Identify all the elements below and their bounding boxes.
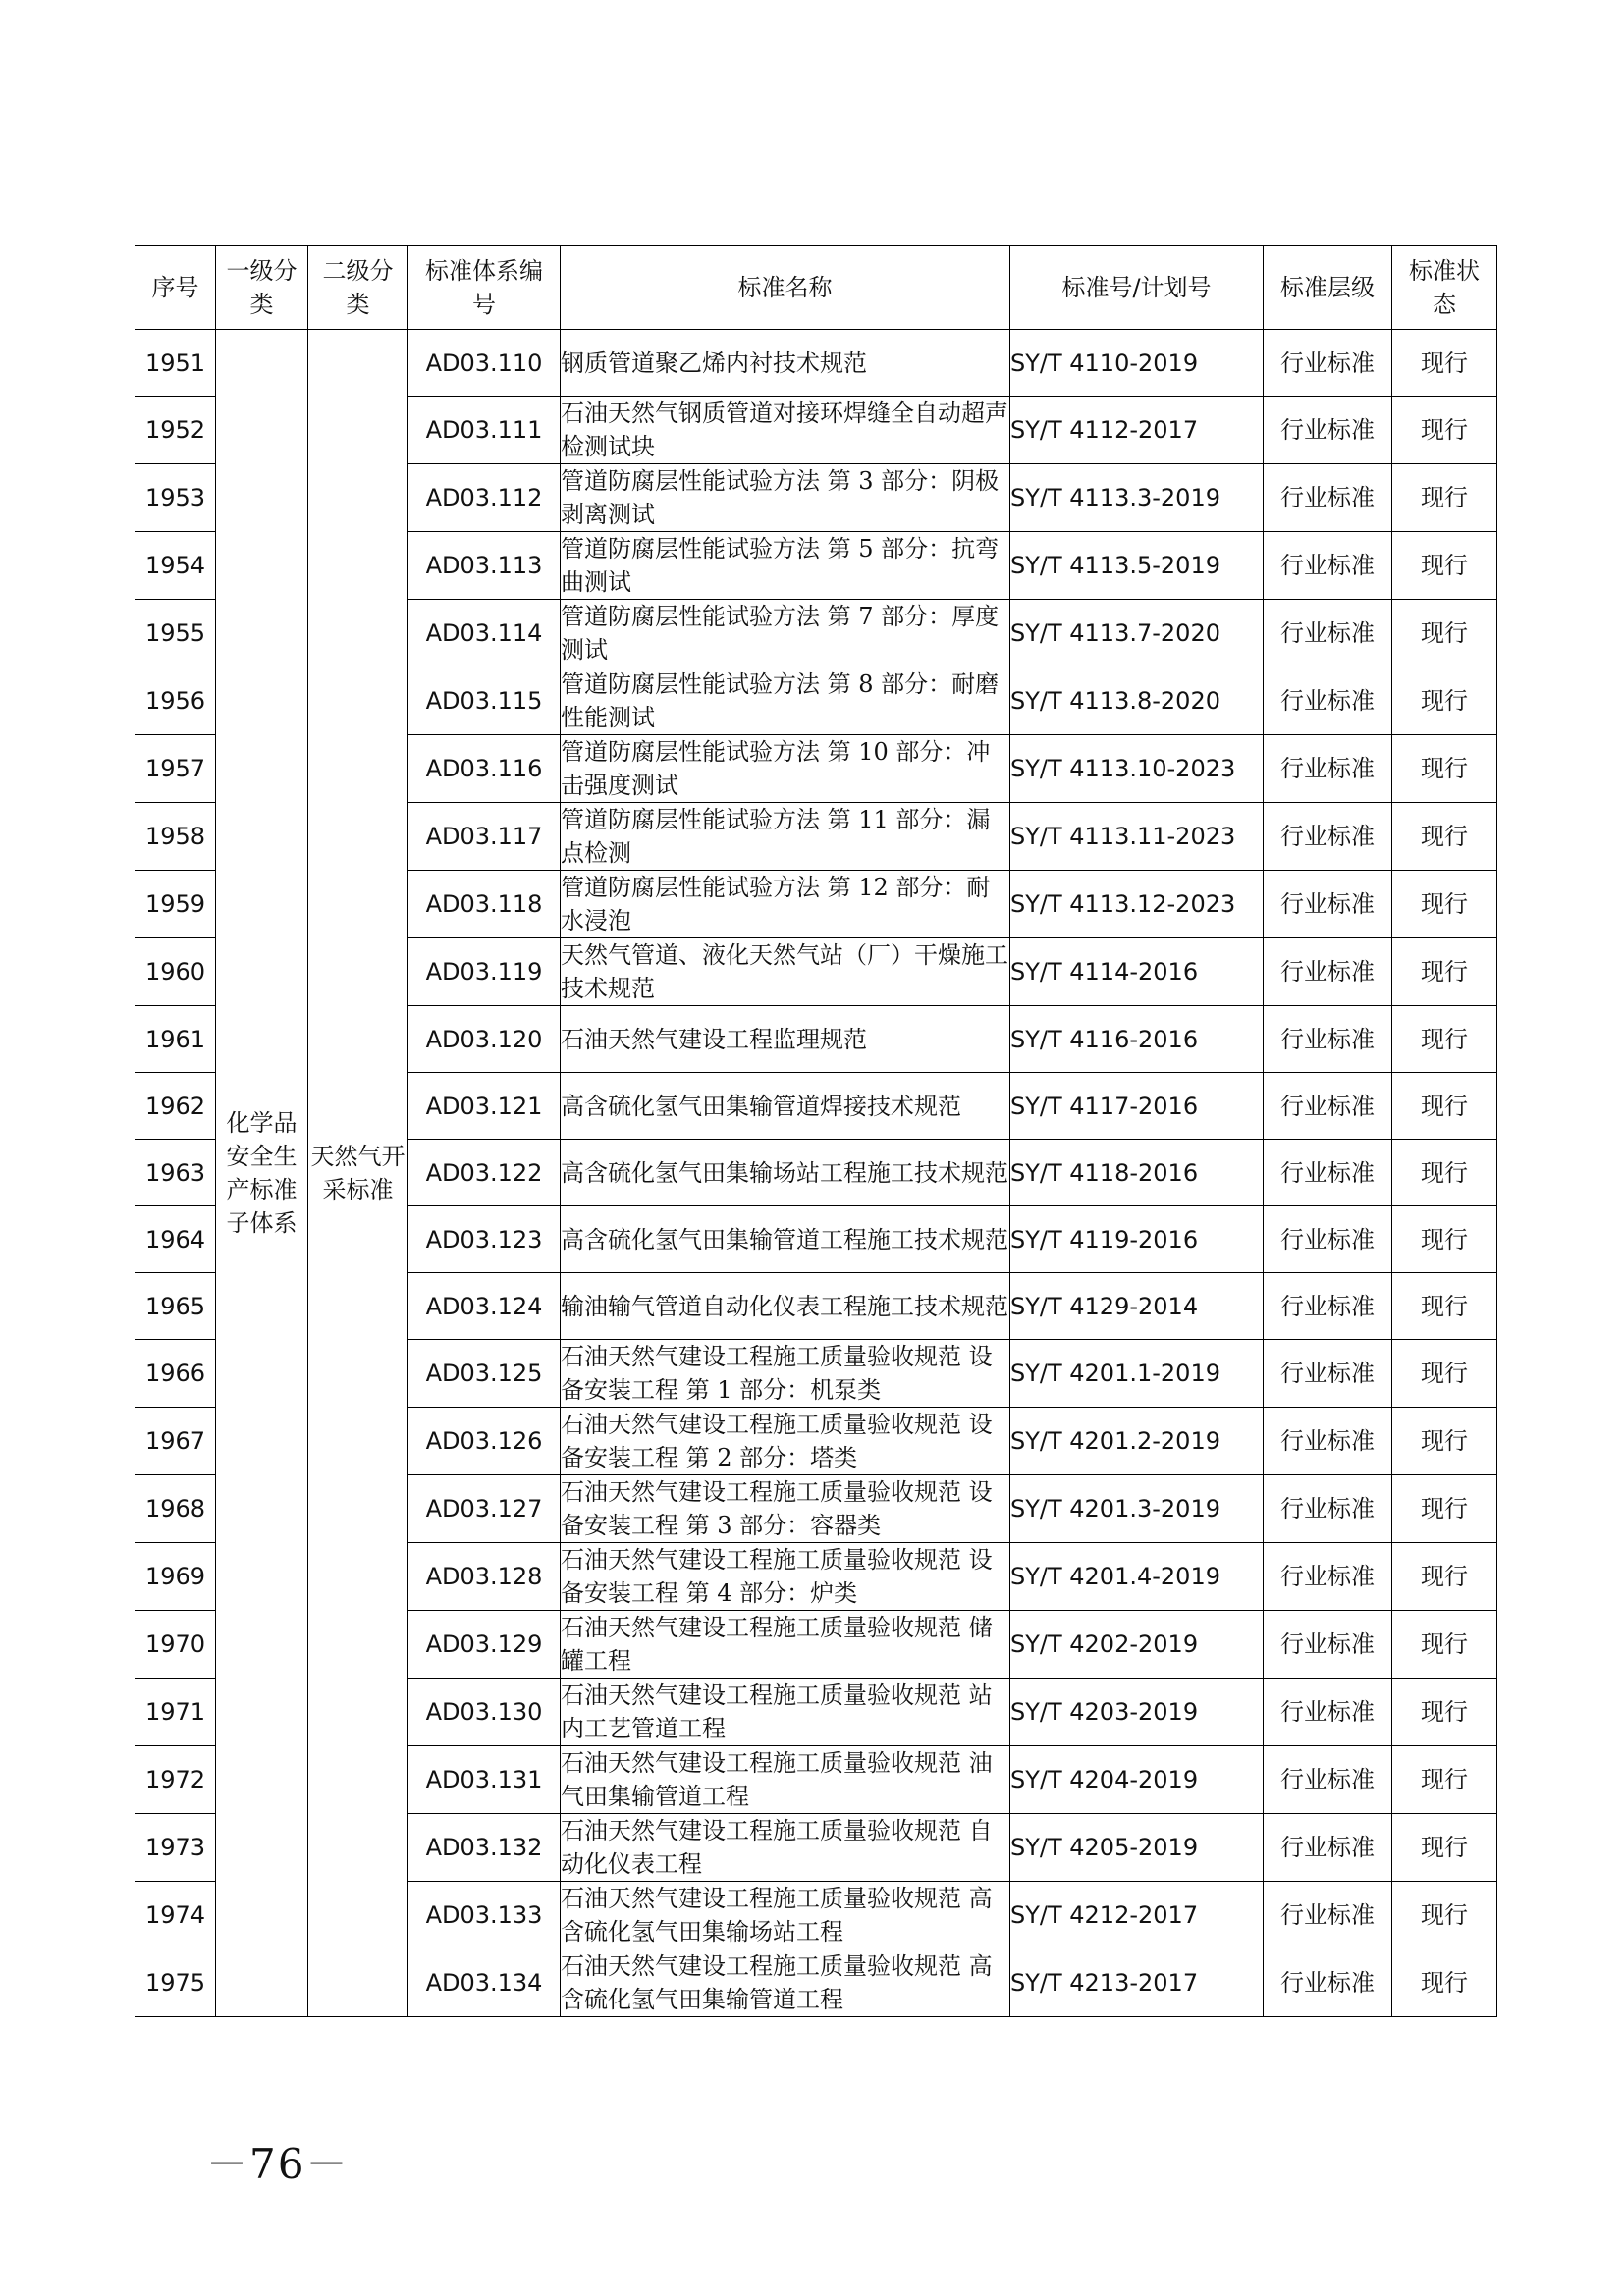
row-seq: 1956: [135, 667, 216, 735]
row-standard-number: SY/T 4129-2014: [1010, 1273, 1264, 1340]
header-standard-level: 标准层级: [1264, 246, 1392, 330]
row-seq: 1965: [135, 1273, 216, 1340]
row-standard-name: 石油天然气建设工程施工质量验收规范 设备安装工程 第 2 部分：塔类: [561, 1408, 1010, 1475]
table-body: [135, 330, 1497, 2017]
row-standard-status: 现行: [1392, 330, 1497, 397]
row-seq: 1959: [135, 871, 216, 938]
row-standard-status: 现行: [1392, 938, 1497, 1006]
row-standard-number: SY/T 4113.12-2023: [1010, 871, 1264, 938]
row-standard-number: SY/T 4110-2019: [1010, 330, 1264, 397]
row-system-code: AD03.127: [408, 1475, 561, 1543]
row-standard-level: 行业标准: [1264, 871, 1392, 938]
row-standard-name: 石油天然气建设工程施工质量验收规范 油气田集输管道工程: [561, 1746, 1010, 1814]
row-system-code: AD03.120: [408, 1006, 561, 1073]
row-standard-number: SY/T 4113.5-2019: [1010, 532, 1264, 600]
row-standard-name: 石油天然气建设工程施工质量验收规范 自动化仪表工程: [561, 1814, 1010, 1882]
row-standard-number: SY/T 4114-2016: [1010, 938, 1264, 1006]
row-standard-name: 钢质管道聚乙烯内衬技术规范: [561, 330, 1010, 397]
row-system-code: AD03.119: [408, 938, 561, 1006]
row-standard-status: 现行: [1392, 397, 1497, 464]
row-standard-name: 输油输气管道自动化仪表工程施工技术规范: [561, 1273, 1010, 1340]
row-system-code: AD03.118: [408, 871, 561, 938]
row-seq: 1972: [135, 1746, 216, 1814]
row-system-code: AD03.116: [408, 735, 561, 803]
row-seq: 1951: [135, 330, 216, 397]
row-seq: 1954: [135, 532, 216, 600]
row-standard-name: 石油天然气建设工程施工质量验收规范 储罐工程: [561, 1611, 1010, 1679]
row-system-code: AD03.117: [408, 803, 561, 871]
row-system-code: AD03.126: [408, 1408, 561, 1475]
row-standard-number: SY/T 4113.11-2023: [1010, 803, 1264, 871]
row-standard-number: SY/T 4204-2019: [1010, 1746, 1264, 1814]
row-standard-status: 现行: [1392, 1611, 1497, 1679]
row-standard-status: 现行: [1392, 1882, 1497, 1949]
row-standard-name: 高含硫化氢气田集输管道工程施工技术规范: [561, 1206, 1010, 1273]
row-standard-level: 行业标准: [1264, 1882, 1392, 1949]
row-standard-status: 现行: [1392, 1073, 1497, 1140]
row-standard-level: 行业标准: [1264, 1611, 1392, 1679]
row-seq: 1969: [135, 1543, 216, 1611]
header-category-l2: 二级分类: [308, 246, 408, 330]
row-standard-name: 管道防腐层性能试验方法 第 10 部分：冲击强度测试: [561, 735, 1010, 803]
row-standard-status: 现行: [1392, 1206, 1497, 1273]
standards-table: [135, 245, 1497, 2017]
row-seq: 1966: [135, 1340, 216, 1408]
row-seq: 1968: [135, 1475, 216, 1543]
row-seq: 1960: [135, 938, 216, 1006]
row-standard-level: 行业标准: [1264, 1475, 1392, 1543]
header-category-l1: 一级分类: [216, 246, 308, 330]
row-standard-level: 行业标准: [1264, 1273, 1392, 1340]
row-standard-name: 高含硫化氢气田集输场站工程施工技术规范: [561, 1140, 1010, 1206]
row-seq: 1962: [135, 1073, 216, 1140]
row-standard-status: 现行: [1392, 1273, 1497, 1340]
row-system-code: AD03.121: [408, 1073, 561, 1140]
row-standard-level: 行业标准: [1264, 803, 1392, 871]
row-system-code: AD03.130: [408, 1679, 561, 1746]
row-standard-level: 行业标准: [1264, 735, 1392, 803]
row-standard-level: 行业标准: [1264, 397, 1392, 464]
row-system-code: AD03.131: [408, 1746, 561, 1814]
row-standard-name: 管道防腐层性能试验方法 第 5 部分：抗弯曲测试: [561, 532, 1010, 600]
row-system-code: AD03.123: [408, 1206, 561, 1273]
row-standard-level: 行业标准: [1264, 1746, 1392, 1814]
row-standard-name: 天然气管道、液化天然气站（厂）干燥施工技术规范: [561, 938, 1010, 1006]
row-standard-level: 行业标准: [1264, 1408, 1392, 1475]
row-standard-status: 现行: [1392, 1475, 1497, 1543]
row-standard-number: SY/T 4119-2016: [1010, 1206, 1264, 1273]
row-standard-level: 行业标准: [1264, 1073, 1392, 1140]
row-standard-level: 行业标准: [1264, 330, 1392, 397]
row-standard-status: 现行: [1392, 464, 1497, 532]
row-standard-name: 石油天然气建设工程施工质量验收规范 设备安装工程 第 1 部分：机泵类: [561, 1340, 1010, 1408]
row-standard-number: SY/T 4112-2017: [1010, 397, 1264, 464]
row-standard-status: 现行: [1392, 600, 1497, 667]
row-standard-level: 行业标准: [1264, 1006, 1392, 1073]
row-standard-number: SY/T 4113.8-2020: [1010, 667, 1264, 735]
row-standard-status: 现行: [1392, 1949, 1497, 2017]
row-system-code: AD03.115: [408, 667, 561, 735]
row-standard-level: 行业标准: [1264, 1206, 1392, 1273]
row-standard-name: 高含硫化氢气田集输管道焊接技术规范: [561, 1073, 1010, 1140]
row-standard-level: 行业标准: [1264, 1949, 1392, 2017]
row-seq: 1952: [135, 397, 216, 464]
row-seq: 1958: [135, 803, 216, 871]
row-standard-number: SY/T 4201.3-2019: [1010, 1475, 1264, 1543]
row-standard-status: 现行: [1392, 1140, 1497, 1206]
row-seq: 1961: [135, 1006, 216, 1073]
row-standard-level: 行业标准: [1264, 1543, 1392, 1611]
row-standard-number: SY/T 4113.7-2020: [1010, 600, 1264, 667]
row-standard-name: 管道防腐层性能试验方法 第 7 部分：厚度测试: [561, 600, 1010, 667]
row-standard-name: 石油天然气建设工程施工质量验收规范 高含硫化氢气田集输场站工程: [561, 1882, 1010, 1949]
row-standard-name: 石油天然气建设工程施工质量验收规范 设备安装工程 第 3 部分：容器类: [561, 1475, 1010, 1543]
row-standard-number: SY/T 4113.10-2023: [1010, 735, 1264, 803]
row-standard-number: SY/T 4201.4-2019: [1010, 1543, 1264, 1611]
row-seq: 1967: [135, 1408, 216, 1475]
page-number: －76－: [206, 2140, 350, 2188]
row-standard-status: 现行: [1392, 1746, 1497, 1814]
row-seq: 1953: [135, 464, 216, 532]
row-seq: 1973: [135, 1814, 216, 1882]
row-standard-number: SY/T 4213-2017: [1010, 1949, 1264, 2017]
row-system-code: AD03.124: [408, 1273, 561, 1340]
row-standard-level: 行业标准: [1264, 464, 1392, 532]
row-seq: 1955: [135, 600, 216, 667]
row-system-code: AD03.111: [408, 397, 561, 464]
row-system-code: AD03.112: [408, 464, 561, 532]
row-standard-name: 石油天然气建设工程施工质量验收规范 设备安装工程 第 4 部分：炉类: [561, 1543, 1010, 1611]
row-standard-status: 现行: [1392, 667, 1497, 735]
header-standard-name: 标准名称: [561, 246, 1010, 330]
header-standard-status: 标准状态: [1392, 246, 1497, 330]
row-standard-number: SY/T 4116-2016: [1010, 1006, 1264, 1073]
row-standard-number: SY/T 4212-2017: [1010, 1882, 1264, 1949]
row-standard-level: 行业标准: [1264, 1679, 1392, 1746]
row-standard-number: SY/T 4203-2019: [1010, 1679, 1264, 1746]
row-standard-status: 现行: [1392, 871, 1497, 938]
row-seq: 1971: [135, 1679, 216, 1746]
row-seq: 1975: [135, 1949, 216, 2017]
row-standard-name: 石油天然气建设工程施工质量验收规范 高含硫化氢气田集输管道工程: [561, 1949, 1010, 2017]
row-system-code: AD03.128: [408, 1543, 561, 1611]
row-standard-status: 现行: [1392, 1814, 1497, 1882]
row-standard-status: 现行: [1392, 1006, 1497, 1073]
row-standard-number: SY/T 4201.2-2019: [1010, 1408, 1264, 1475]
row-standard-status: 现行: [1392, 1340, 1497, 1408]
row-system-code: AD03.134: [408, 1949, 561, 2017]
row-standard-status: 现行: [1392, 1543, 1497, 1611]
row-standard-status: 现行: [1392, 735, 1497, 803]
row-standard-level: 行业标准: [1264, 938, 1392, 1006]
header-seq: 序号: [135, 246, 216, 330]
row-standard-status: 现行: [1392, 1408, 1497, 1475]
row-system-code: AD03.132: [408, 1814, 561, 1882]
row-standard-status: 现行: [1392, 532, 1497, 600]
row-system-code: AD03.133: [408, 1882, 561, 1949]
table-row: [135, 330, 1497, 397]
row-standard-name: 石油天然气钢质管道对接环焊缝全自动超声检测试块: [561, 397, 1010, 464]
row-standard-level: 行业标准: [1264, 667, 1392, 735]
row-seq: 1970: [135, 1611, 216, 1679]
category-l2-cell: 天然气开采标准: [308, 330, 408, 2017]
row-system-code: AD03.113: [408, 532, 561, 600]
row-seq: 1974: [135, 1882, 216, 1949]
row-standard-number: SY/T 4118-2016: [1010, 1140, 1264, 1206]
row-seq: 1963: [135, 1140, 216, 1206]
row-standard-name: 管道防腐层性能试验方法 第 12 部分：耐水浸泡: [561, 871, 1010, 938]
header-standard-number: 标准号/计划号: [1010, 246, 1264, 330]
row-standard-number: SY/T 4202-2019: [1010, 1611, 1264, 1679]
row-system-code: AD03.114: [408, 600, 561, 667]
row-standard-level: 行业标准: [1264, 1140, 1392, 1206]
row-standard-name: 石油天然气建设工程施工质量验收规范 站内工艺管道工程: [561, 1679, 1010, 1746]
row-standard-status: 现行: [1392, 803, 1497, 871]
table-header-row: [135, 246, 1497, 330]
row-standard-level: 行业标准: [1264, 600, 1392, 667]
row-system-code: AD03.122: [408, 1140, 561, 1206]
row-standard-name: 管道防腐层性能试验方法 第 3 部分：阴极剥离测试: [561, 464, 1010, 532]
row-seq: 1957: [135, 735, 216, 803]
row-standard-number: SY/T 4201.1-2019: [1010, 1340, 1264, 1408]
row-standard-level: 行业标准: [1264, 1340, 1392, 1408]
row-standard-name: 石油天然气建设工程监理规范: [561, 1006, 1010, 1073]
row-standard-name: 管道防腐层性能试验方法 第 8 部分：耐磨性能测试: [561, 667, 1010, 735]
row-seq: 1964: [135, 1206, 216, 1273]
row-standard-status: 现行: [1392, 1679, 1497, 1746]
row-standard-name: 管道防腐层性能试验方法 第 11 部分：漏点检测: [561, 803, 1010, 871]
row-system-code: AD03.129: [408, 1611, 561, 1679]
row-standard-number: SY/T 4113.3-2019: [1010, 464, 1264, 532]
header-system-code: 标准体系编号: [408, 246, 561, 330]
row-system-code: AD03.125: [408, 1340, 561, 1408]
category-l1-cell: 化学品安全生产标准子体系: [216, 330, 308, 2017]
row-standard-level: 行业标准: [1264, 532, 1392, 600]
row-standard-number: SY/T 4205-2019: [1010, 1814, 1264, 1882]
row-system-code: AD03.110: [408, 330, 561, 397]
row-standard-level: 行业标准: [1264, 1814, 1392, 1882]
row-standard-number: SY/T 4117-2016: [1010, 1073, 1264, 1140]
